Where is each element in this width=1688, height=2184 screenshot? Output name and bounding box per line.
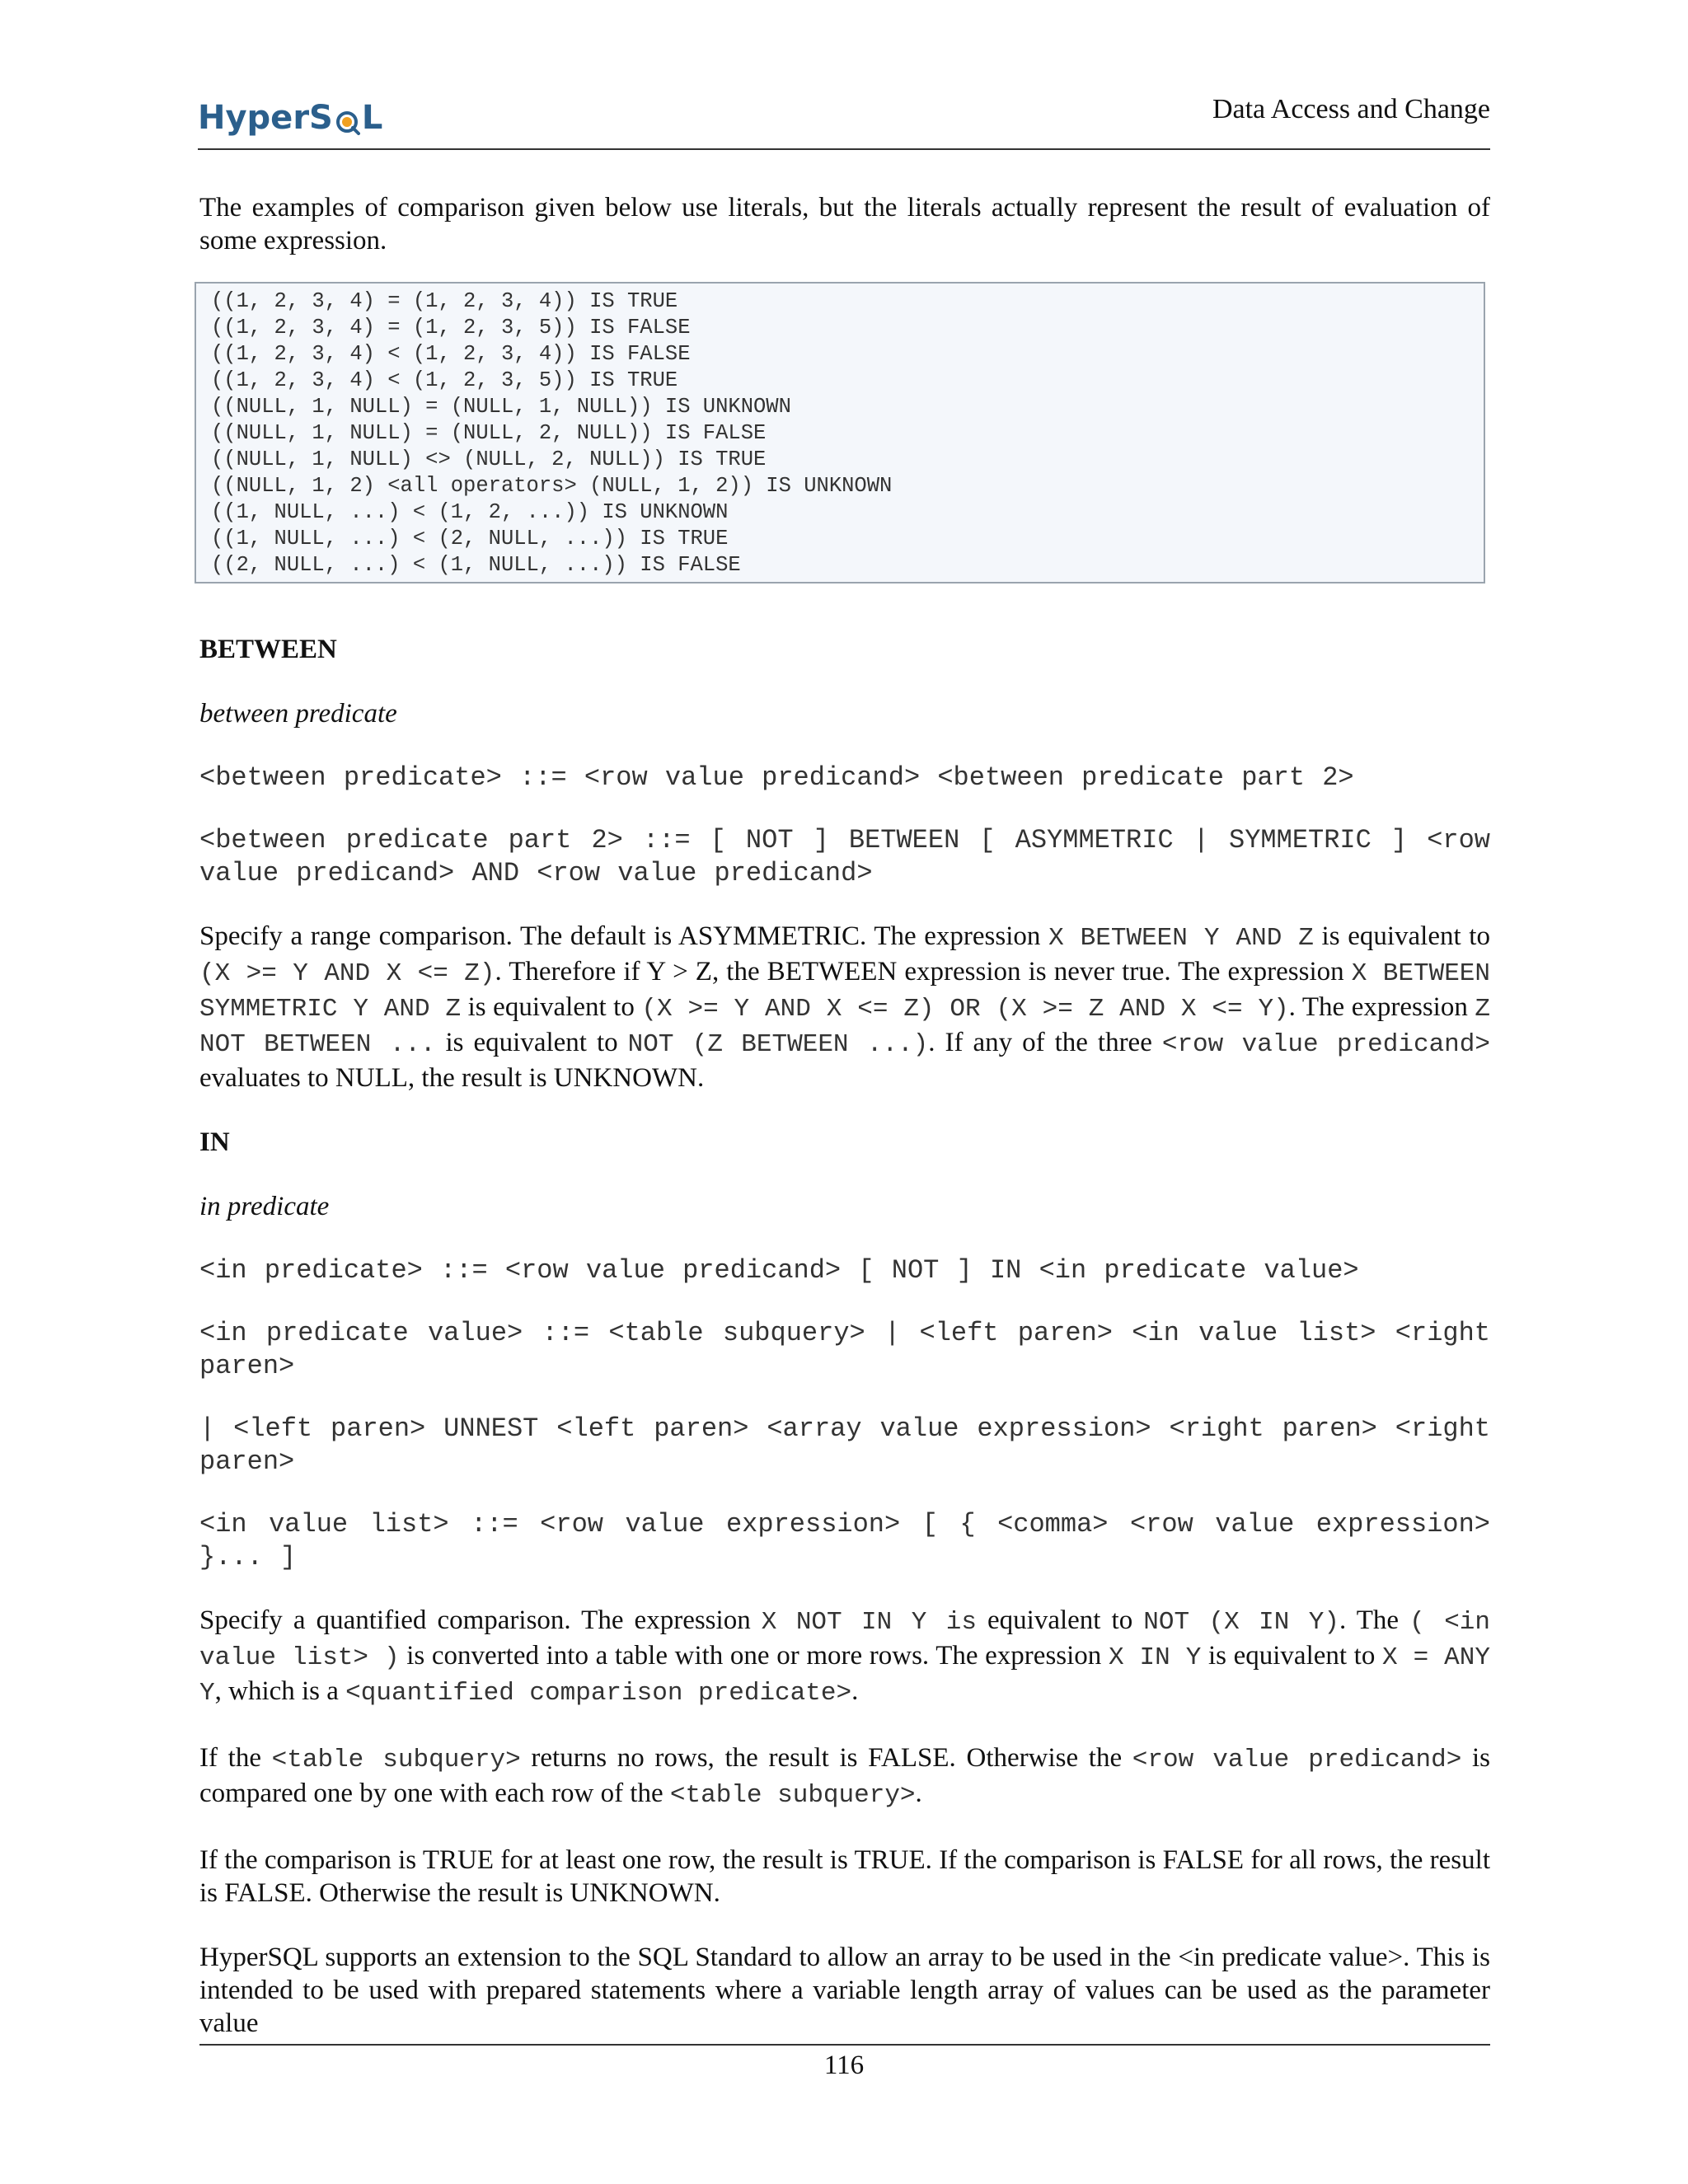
code-run: ( <in value list> ) bbox=[199, 1608, 1490, 1672]
in-description-3: If the comparison is TRUE for at least one row, the result is TRUE. If the comparison is FALSE for all rows, the result is FALSE. Otherwise the result is UNKNOWN. bbox=[199, 1845, 1490, 1908]
code-line: ((NULL, 1, 2) <all operators> (NULL, 1, 2)) IS UNKNOWN bbox=[211, 474, 893, 498]
text-run: is converted into a table with one or more rows. The expression bbox=[399, 1641, 1109, 1671]
text-run: . The bbox=[1339, 1605, 1410, 1635]
code-run: <table subquery> bbox=[669, 1781, 916, 1810]
text-run: is equivalent to bbox=[435, 1028, 628, 1057]
code-run: X = ANY Y bbox=[199, 1643, 1490, 1708]
in-description-4: HyperSQL supports an extension to the SQL Standard to allow an array to be used in the <in predicate value>. This is intended to be used with prepared statements where a variable length array of values can be used as the parameter value bbox=[199, 1943, 1490, 2038]
between-heading: BETWEEN bbox=[199, 635, 337, 664]
text-run: Specify a range comparison. The default is ASYMMETRIC. The expression bbox=[199, 921, 1049, 951]
code-run: X IN Y bbox=[1108, 1643, 1202, 1672]
intro-paragraph: The examples of comparison given below use literals, but the literals actually represent the result of evaluation of some expression. bbox=[199, 193, 1490, 255]
in-description-2 bbox=[199, 1741, 1490, 1812]
code-line: ((1, 2, 3, 4) = (1, 2, 3, 4)) IS TRUE bbox=[211, 289, 678, 313]
page-content bbox=[199, 191, 1490, 2071]
text-run: evaluates to NULL, the result is UNKNOWN. bbox=[199, 1063, 705, 1093]
code-run: X BETWEEN SYMMETRIC Y AND Z bbox=[199, 959, 1490, 1024]
in-description-1 bbox=[199, 1604, 1490, 1710]
text-run: is equivalent to bbox=[1201, 1641, 1382, 1671]
code-run: X NOT IN Y is bbox=[761, 1608, 977, 1637]
code-run: <table subquery> bbox=[271, 1746, 521, 1774]
code-line: ((NULL, 1, NULL) <> (NULL, 2, NULL)) IS TRUE bbox=[211, 448, 767, 471]
code-line: ((1, 2, 3, 4) < (1, 2, 3, 4)) IS FALSE bbox=[211, 342, 691, 366]
page-number: 116 bbox=[823, 2050, 865, 2080]
between-grammar-1: <between predicate> ::= <row value predicand> <between predicate part 2> bbox=[199, 762, 1354, 793]
in-grammar-1: <in predicate> ::= <row value predicand> [ NOT ] IN <in predicate value> bbox=[199, 1255, 1359, 1286]
code-line: ((NULL, 1, NULL) = (NULL, 1, NULL)) IS UNKNOWN bbox=[211, 395, 791, 419]
text-run: is equivalent to bbox=[461, 992, 642, 1022]
text-run: , which is a bbox=[214, 1676, 346, 1706]
code-example-block bbox=[195, 282, 1485, 583]
text-run: is compared one by one with each row of the bbox=[199, 1743, 1490, 1808]
logo-text-start: HyperS bbox=[198, 99, 333, 137]
code-run: <quantified comparison predicate> bbox=[345, 1679, 852, 1708]
code-run: (X >= Y AND X <= Z) OR (X >= Z AND X <= Y) bbox=[641, 995, 1289, 1024]
between-subheading: between predicate bbox=[199, 699, 397, 729]
text-run: is equivalent to bbox=[1313, 921, 1490, 951]
code-line: ((1, NULL, ...) < (2, NULL, ...)) IS TRUE bbox=[211, 527, 729, 551]
code-line: ((1, 2, 3, 4) < (1, 2, 3, 5)) IS TRUE bbox=[211, 368, 678, 392]
in-grammar-2: <in predicate value> ::= <table subquery> | <left paren> <in value list> <right paren> bbox=[199, 1318, 1490, 1381]
text-run: equivalent to bbox=[976, 1605, 1144, 1635]
in-heading: IN bbox=[199, 1127, 230, 1157]
text-run: . bbox=[915, 1779, 922, 1808]
text-run: . Therefore if Y > Z, the BETWEEN expression is never true. The expression bbox=[495, 957, 1352, 987]
code-run: <row value predicand> bbox=[1161, 1030, 1490, 1059]
chapter-title: Data Access and Change bbox=[1212, 94, 1490, 124]
magnifier-q-icon bbox=[335, 105, 360, 130]
code-line: ((1, NULL, ...) < (1, 2, ...)) IS UNKNOWN bbox=[211, 500, 729, 524]
code-run: <row value predicand> bbox=[1132, 1746, 1462, 1774]
code-line: ((NULL, 1, NULL) = (NULL, 2, NULL)) IS FALSE bbox=[211, 421, 767, 445]
text-run: returns no rows, the result is FALSE. Otherwise the bbox=[520, 1743, 1132, 1773]
text-run: . The expression bbox=[1288, 992, 1475, 1022]
code-run: X BETWEEN Y AND Z bbox=[1048, 924, 1314, 953]
text-run: . If any of the three bbox=[928, 1028, 1162, 1057]
between-grammar-2: <between predicate part 2> ::= [ NOT ] BETWEEN [ ASYMMETRIC | SYMMETRIC ] <row value predicand> AND <row value predicand> bbox=[199, 825, 1490, 888]
code-run: Z NOT BETWEEN ... bbox=[199, 995, 1490, 1059]
in-grammar-3: | <left paren> UNNEST <left paren> <array value expression> <right paren> <right paren> bbox=[199, 1413, 1490, 1477]
code-run: (X >= Y AND X <= Z) bbox=[199, 959, 495, 988]
text-run: . bbox=[851, 1676, 859, 1706]
in-subheading: in predicate bbox=[199, 1192, 330, 1221]
between-description bbox=[199, 920, 1490, 1094]
code-run: NOT (X IN Y) bbox=[1143, 1608, 1340, 1637]
footer-divider bbox=[199, 2044, 1490, 2046]
text-run: Specify a quantified comparison. The expression bbox=[199, 1605, 762, 1635]
code-run: NOT (Z BETWEEN ...) bbox=[627, 1030, 929, 1059]
code-line: ((2, NULL, ...) < (1, NULL, ...)) IS FALSE bbox=[211, 553, 741, 577]
logo-text-end: L bbox=[361, 99, 383, 137]
page-header bbox=[198, 91, 1490, 150]
hypersql-logo bbox=[198, 97, 382, 138]
text-run: If the bbox=[199, 1743, 272, 1773]
code-line: ((1, 2, 3, 4) = (1, 2, 3, 5)) IS FALSE bbox=[211, 316, 691, 340]
in-grammar-4: <in value list> ::= <row value expression> [ { <comma> <row value expression> }... ] bbox=[199, 1509, 1490, 1572]
